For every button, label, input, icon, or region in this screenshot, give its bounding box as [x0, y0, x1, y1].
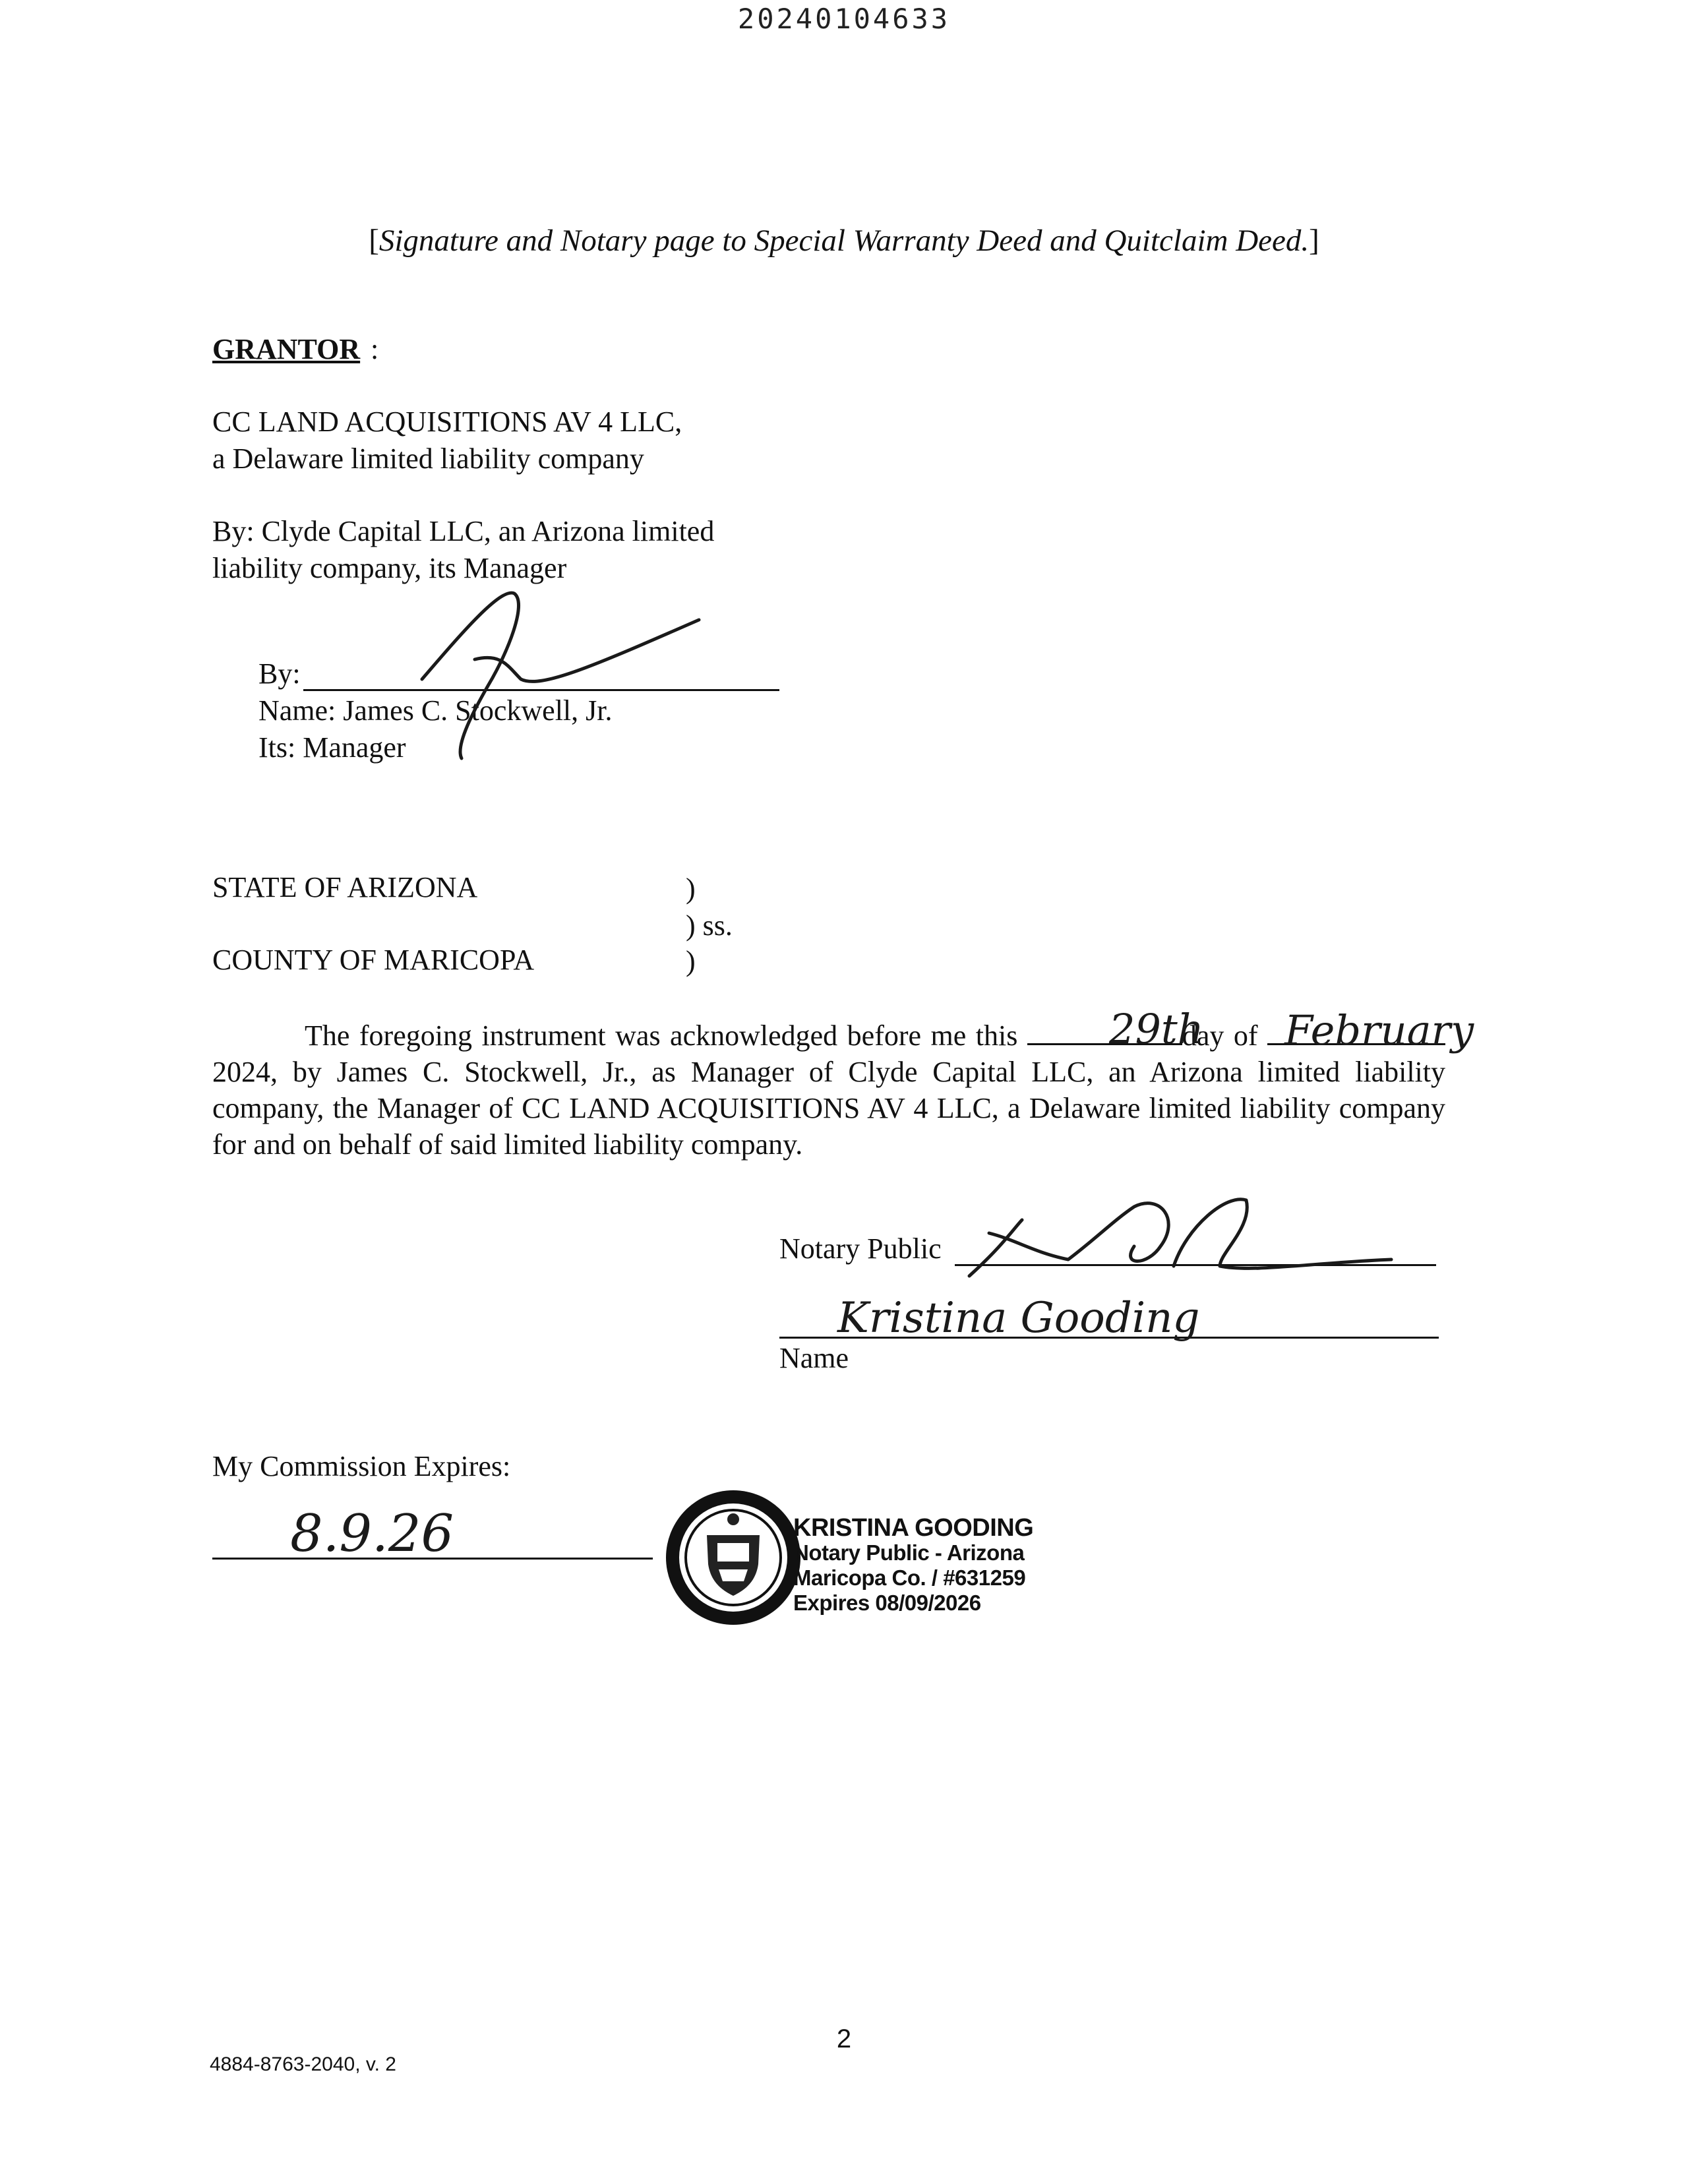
signer-by-label: By:	[258, 657, 301, 690]
handwritten-day: 29th	[1109, 1005, 1204, 1053]
caption-text: Signature and Notary page to Special Warranty Deed and Quitclaim Deed.	[378, 224, 1310, 258]
page-number: 2	[836, 2024, 852, 2053]
grantor-heading: GRANTOR	[212, 333, 361, 365]
signer-title: Its: Manager	[258, 731, 406, 764]
stamp-name: KRISTINA GOODING	[793, 1514, 1034, 1542]
venue-paren-3: )	[686, 945, 696, 977]
notary-public-label: Notary Public	[779, 1232, 942, 1265]
document-id: 4884-8763-2040, v. 2	[210, 2053, 396, 2075]
venue-state: STATE OF ARIZONA	[212, 871, 478, 903]
notary-stamp-text	[793, 1515, 1033, 1616]
acknowledgment-first-line: The foregoing instrument was acknowledged before me this day of	[212, 1017, 1445, 1054]
grantor-by-line-1: By: Clyde Capital LLC, an Arizona limited	[212, 515, 715, 547]
stamp-line-3: Maricopa Co. / #631259	[793, 1565, 1026, 1590]
grantor-heading-colon: :	[371, 333, 379, 365]
svg-text:Kristina Gooding: Kristina Gooding	[837, 1294, 1200, 1343]
acknowledgment-body: 2024, by James C. Stockwell, Jr., as Manager of Clyde Capital LLC, an Arizona limited liability company, the Manager of CC LAND ACQUISITIONS AV 4 LLC, a Delaware limited liability company for and on behalf of said limited liability company.	[212, 1056, 1445, 1161]
notary-name-label: Name	[779, 1342, 849, 1374]
stamp-line-4: Expires 08/09/2026	[793, 1591, 981, 1615]
grantor-by-line-2: liability company, its Manager	[212, 552, 567, 584]
venue-paren-1: )	[686, 872, 696, 905]
signer-name: Name: James C. Stockwell, Jr.	[258, 694, 613, 727]
recording-number: 20240104633	[737, 3, 951, 35]
grantor-entity-description: a Delaware limited liability company	[212, 442, 644, 475]
svg-text:8.9.26: 8.9.26	[290, 1504, 454, 1563]
venue-county: COUNTY OF MARICOPA	[212, 944, 535, 976]
handwritten-month: February	[1284, 1006, 1474, 1054]
caption-bracket-open: [	[369, 224, 379, 258]
stamp-line-2: Notary Public - Arizona	[793, 1540, 1025, 1565]
caption-bracket-close: ]	[1309, 224, 1319, 258]
grantor-entity-name: CC LAND ACQUISITIONS AV 4 LLC,	[212, 406, 682, 438]
commission-expires-label: My Commission Expires:	[212, 1450, 511, 1482]
venue-paren-ss: ) ss.	[686, 909, 733, 942]
